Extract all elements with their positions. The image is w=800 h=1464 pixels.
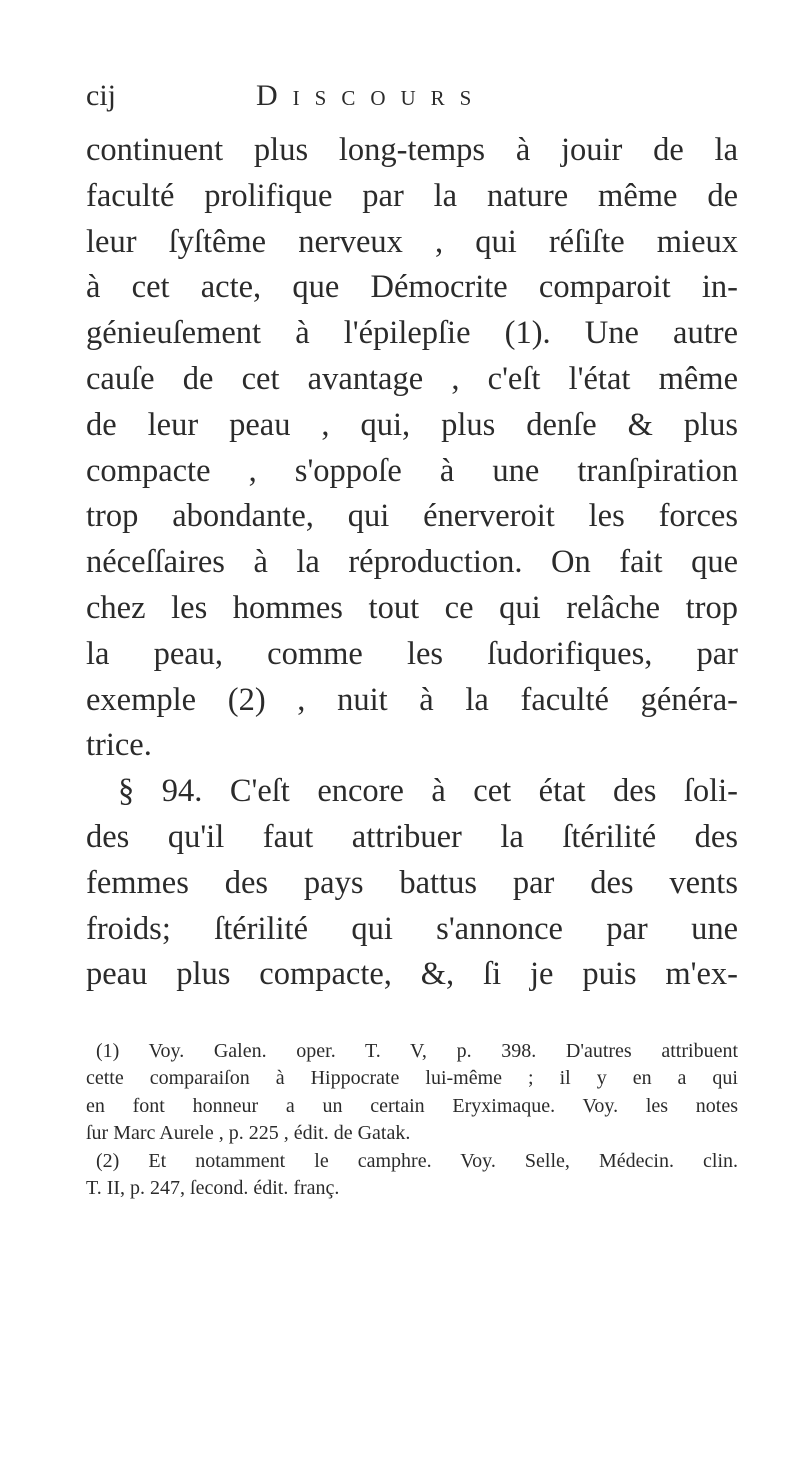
footnotes xyxy=(86,1038,738,1202)
text-line: continuent plus long-temps à jouir de la xyxy=(86,132,738,168)
text-line: de leur peau , qui, plus denſe & plus xyxy=(86,406,738,443)
text-line: génieuſement à l'épilepſie (1). Une autre xyxy=(86,315,738,352)
text-line: trop abondante, qui énerveroit les forces xyxy=(86,498,738,535)
text-line: néceſſaires à la réproduction. On fait que xyxy=(86,544,738,581)
page-number: cij xyxy=(86,79,116,112)
text-line: cauſe de cet avantage , c'eſt l'état même xyxy=(86,360,738,397)
section-94-start: § 94. C'eſt encore à cet état des ſoli- xyxy=(118,773,738,810)
text-line: femmes des pays battus par des vents xyxy=(86,864,738,901)
text-line: la peau, comme les ſudorifiques, par xyxy=(86,635,738,672)
text-line: froids; ſtérilité qui s'annonce par une xyxy=(86,910,738,947)
footnote-2: (2) Et notamment le camphre. Voy. Selle, Médecin. clin. xyxy=(96,1149,738,1172)
text-line: exemple (2) , nuit à la faculté généra- xyxy=(86,681,738,718)
text-line: leur ſyſtême nerveux , qui réſiſte mieux xyxy=(86,223,738,260)
text-line: peau plus compacte, &, ſi je puis m'ex- xyxy=(86,956,738,993)
text-line: des qu'il faut attribuer la ſtérilité des xyxy=(86,818,738,855)
footnote-1: (1) Voy. Galen. oper. T. V, p. 398. D'autres attribuent xyxy=(96,1040,738,1062)
footnote-line: T. II, p. 247, ſecond. édit. franç. xyxy=(86,1177,340,1200)
footnote-line: en font honneur a un certain Eryximaque. Voy. les notes xyxy=(86,1094,738,1117)
text-line: à cet acte, que Démocrite comparoit in- xyxy=(86,269,738,306)
main-text xyxy=(86,128,738,998)
footnote-line: ſur Marc Aurele , p. 225 , édit. de Gatak. xyxy=(86,1122,411,1145)
text-line: compacte , s'oppoſe à une tranſpiration xyxy=(86,452,738,489)
page-header xyxy=(86,76,706,116)
text-line: chez les hommes tout ce qui relâche trop xyxy=(86,589,738,626)
footnote-line: cette comparaiſon à Hippocrate lui-même ; il y en a qui xyxy=(86,1067,738,1090)
text-line: trice. xyxy=(86,727,152,764)
running-title: Discours xyxy=(256,79,487,112)
text-line: faculté prolifique par la nature même de xyxy=(86,177,738,214)
